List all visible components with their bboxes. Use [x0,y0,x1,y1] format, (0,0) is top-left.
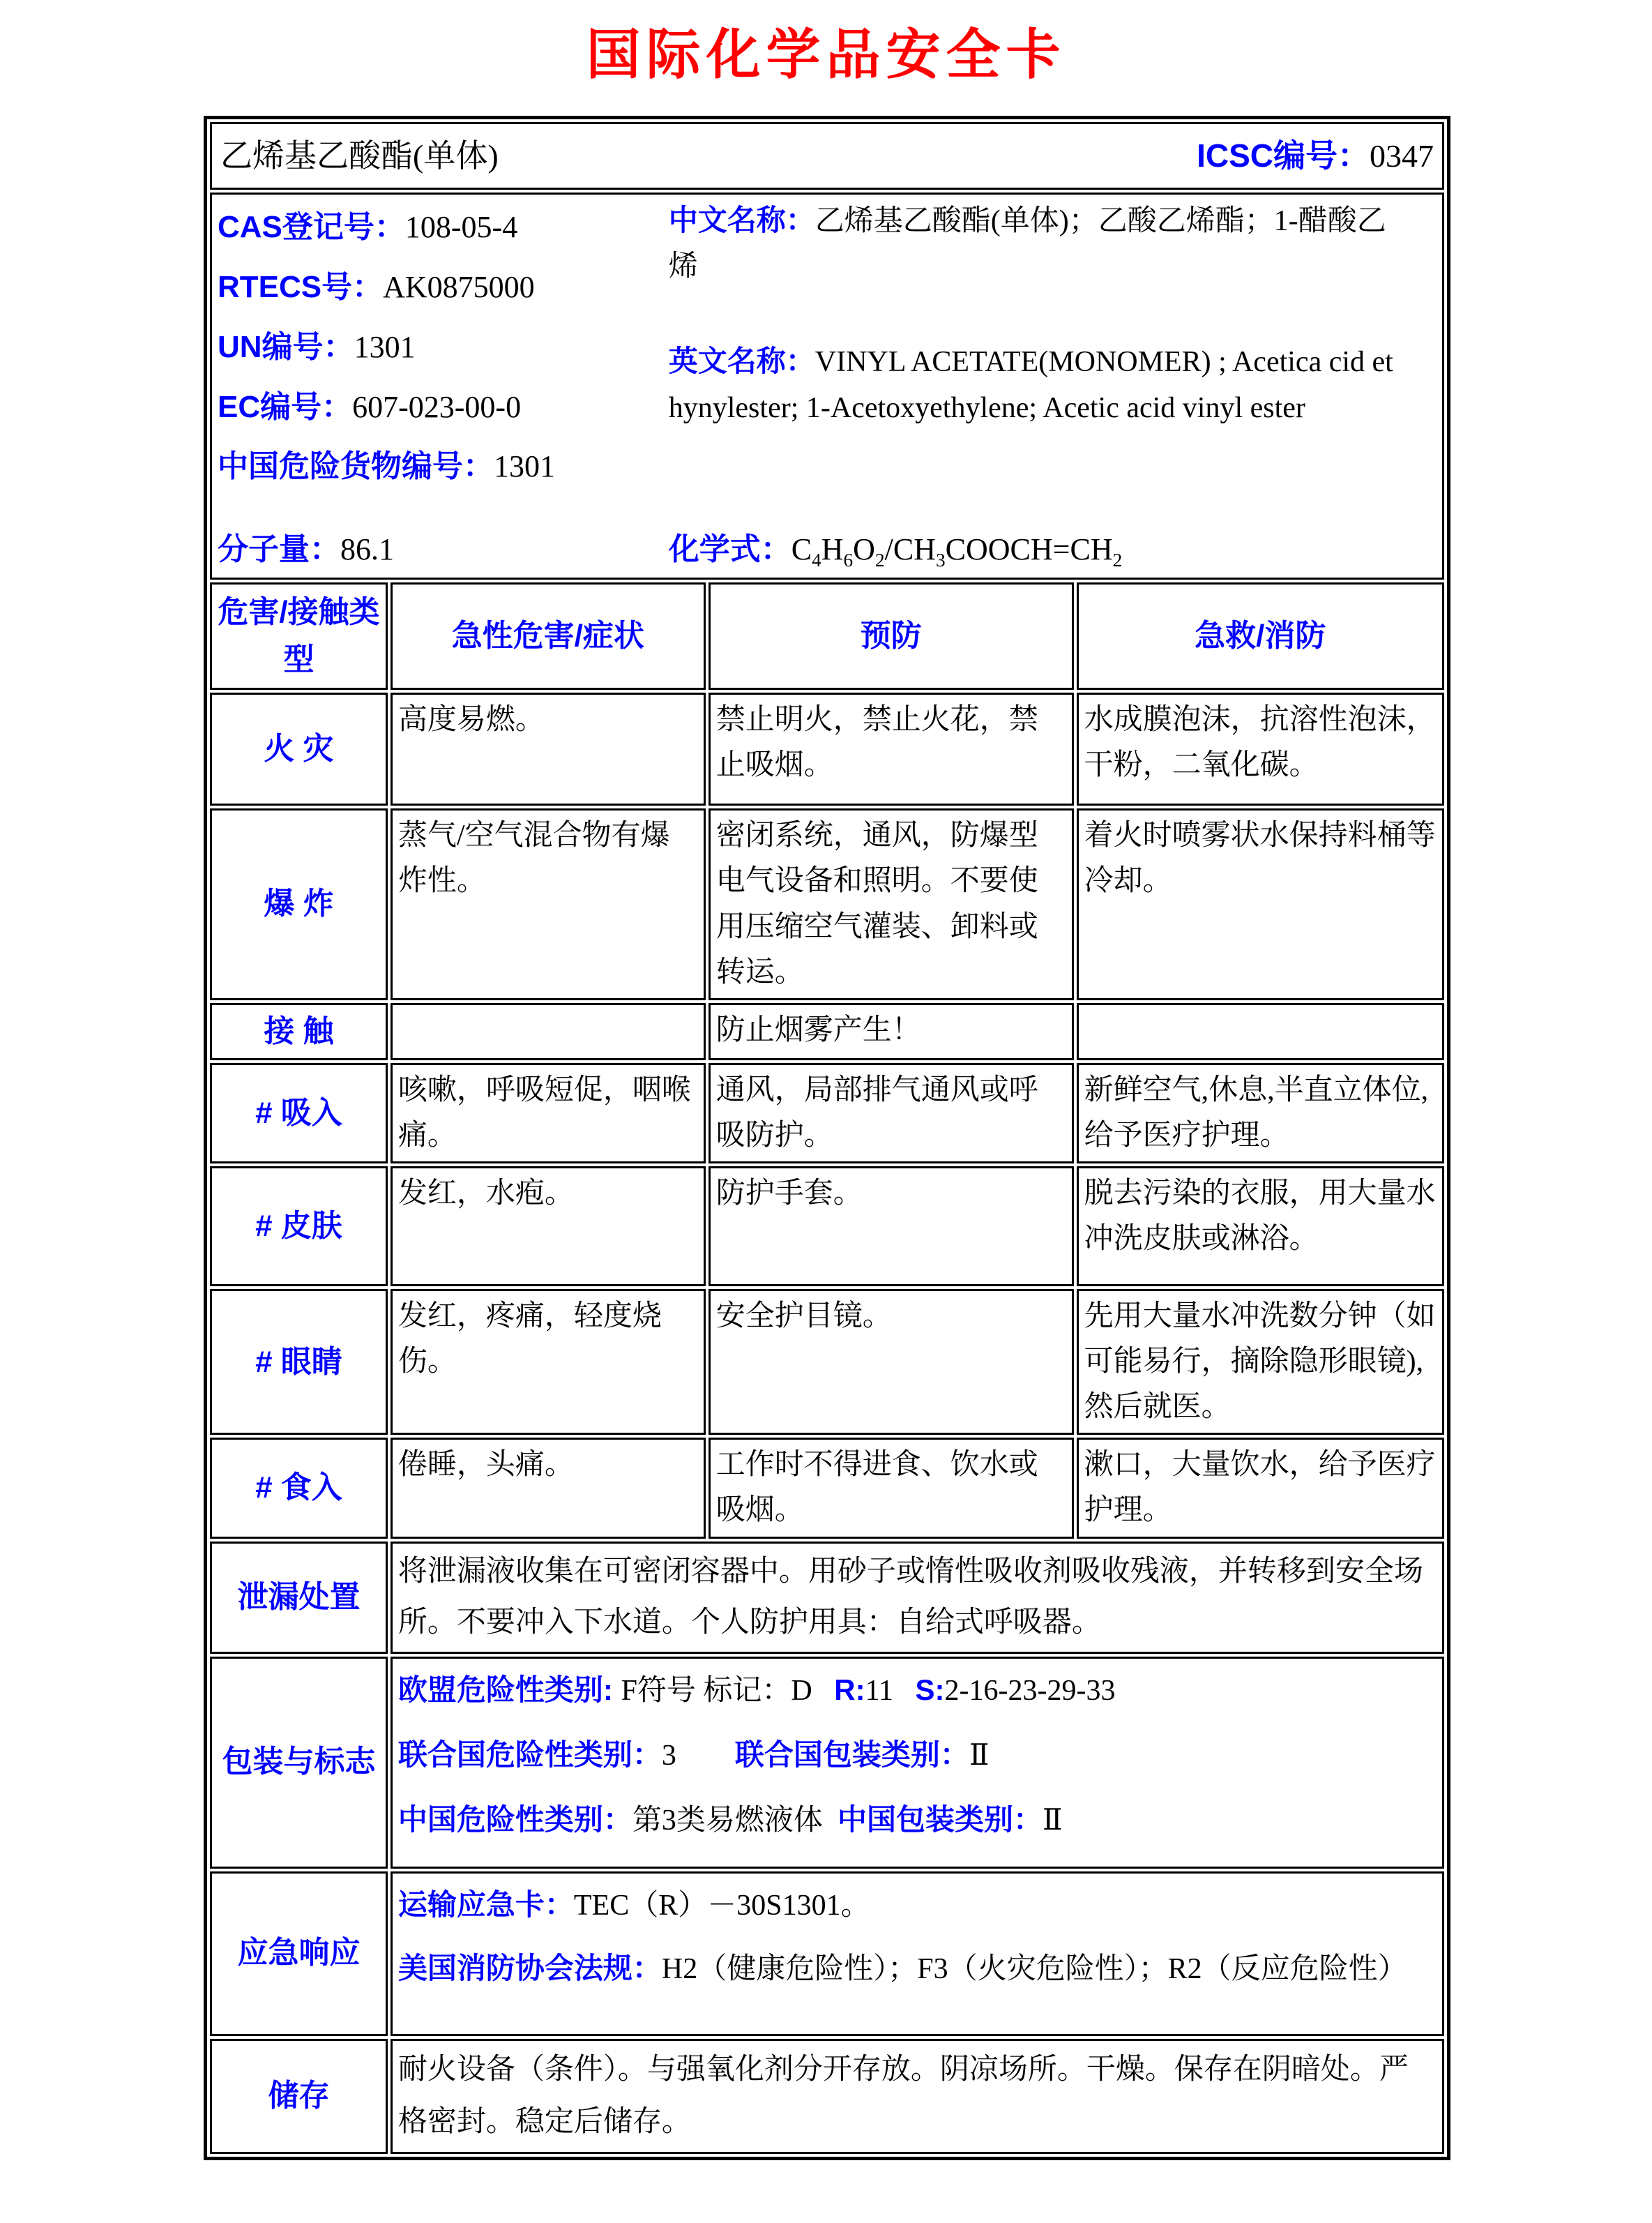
spill-row-label: 泄漏处置 [210,1542,388,1654]
hazard-row-ingestion [210,1438,1444,1538]
chemical-formula-label: 化学式： [668,532,791,567]
substance-name-bar [218,127,1437,185]
text-segment: Ⅱ [1042,1804,1063,1837]
inhalation-response-cell: 新鲜空气,休息,半直立体位,给予医疗护理。 [1077,1063,1444,1163]
packaging-row-label: 包装与标志 [210,1657,388,1869]
substance-name: 乙烯基乙酸酯(单体) [220,138,499,174]
identifier-line [218,257,669,317]
identifier-value: 1301 [494,449,555,484]
text-segment: 2-16-23-29-33 [944,1674,1116,1707]
ingestion-prevention-cell: 工作时不得进食、饮水或吸烟。 [708,1438,1074,1538]
eyes-response-cell: 先用大量水冲洗数分钟（如可能易行，摘除隐形眼镜),然后就医。 [1077,1289,1444,1435]
hazard-row-explosion [210,808,1444,1000]
emergency-text-cell [391,1871,1444,2036]
spill-text-cell [391,1542,1444,1654]
text-segment: 联合国危险性类别： [397,1738,662,1771]
english-name-label: 英文名称： [668,345,815,378]
explosion-row-label: 爆 炸 [210,808,388,1000]
identifier-line [218,197,669,257]
chinese-name-label: 中文名称： [668,204,815,237]
transport-emergency-card-line [398,1882,1437,1929]
identifier-value: 607-023-00-0 [352,389,522,424]
header-cell-type: 危害/接触类型 [210,582,388,690]
chemical-formula-line [669,526,1437,575]
header-cell-symptoms: 急性危害/症状 [391,582,706,690]
identifier-label: RTECS号： [218,270,384,305]
un-classification-line [398,1732,1437,1779]
nfpa-code-line [398,1945,1437,1992]
text-segment: 11 [865,1674,916,1707]
inhalation-symptoms-cell: 咳嗽，呼吸短促，咽喉痛。 [391,1063,706,1163]
text-segment: S: [915,1673,945,1706]
text-segment: F符号 标记：D [621,1674,835,1707]
identifier-line [218,377,669,437]
english-name-value: VINYL ACETATE(MONOMER) ; Acetica cid ethynylester; 1-Acetoxyethylene; Acetic acid vinyl ester [668,346,1393,424]
fire-prevention-cell: 禁止明火，禁止火花，禁止吸烟。 [708,693,1074,806]
inhalation-row-label: # 吸入 [210,1063,388,1163]
inhalation-prevention-cell: 通风，局部排气通风或呼吸防护。 [708,1063,1074,1163]
text-segment: 欧盟危险性类别: [397,1673,621,1706]
molecular-weight-line [218,526,669,575]
storage-row [210,2039,1444,2154]
text-segment: R: [834,1673,865,1706]
fire-row-label: 火 灾 [210,693,388,806]
chinese-name-line [669,197,1398,289]
spill-row [210,1542,1444,1654]
identifiers-block [218,197,669,497]
identity-columns [218,197,1437,497]
substance-header-row [210,122,1444,190]
fire-response-cell: 水成膜泡沫，抗溶性泡沫，干粉，二氧化碳。 [1077,693,1444,806]
identifier-value: AK0875000 [383,270,535,305]
molecular-weight-label: 分子量： [218,532,340,567]
text-segment: 第3类易燃液体 [632,1804,838,1837]
skin-symptoms-cell: 发红，水疱。 [391,1166,706,1286]
identifier-value: 1301 [354,329,416,364]
chemical-formula-value: $C_4H_6O_2/CH_3COOCH=CH_2$ [791,532,1123,571]
hazard-row-inhalation [210,1063,1444,1163]
eyes-row-label: # 眼睛 [210,1289,388,1435]
hazard-table-header-row [210,582,1444,690]
storage-text-cell [391,2039,1444,2154]
contact-response-cell [1077,1003,1444,1060]
skin-prevention-cell: 防护手套。 [708,1166,1074,1286]
spill-text: 将泄漏液收集在可密闭容器中。用砂子或惰性吸收剂吸收残液，并转移到安全场所。不要冲入下水道。个人防护用具：自给式呼吸器。 [397,1555,1423,1639]
ingestion-symptoms-cell: 倦睡，头痛。 [391,1438,706,1538]
explosion-response-cell: 着火时喷雾状水保持料桶等冷却。 [1077,808,1444,1000]
eyes-symptoms-cell: 发红，疼痛，轻度烧伤。 [391,1289,706,1435]
contact-row-label: 接 触 [210,1003,388,1060]
icsc-number-label: ICSC编号： [1197,137,1370,174]
text-segment: Ⅱ [969,1739,990,1772]
emergency-row-label: 应急响应 [210,1871,388,2036]
explosion-prevention-cell: 密闭系统，通风，防爆型电气设备和照明。不要使用压缩空气灌装、卸料或转运。 [708,808,1074,1000]
ingestion-response-cell: 漱口，大量饮水，给予医疗护理。 [1077,1438,1444,1538]
text-segment: 3 [661,1739,735,1772]
identifier-label: EC编号： [218,389,353,424]
contact-symptoms-cell [391,1003,706,1060]
text-segment: H2（健康危险性）；F3（火灾危险性）；R2（反应危险性） [661,1952,1407,1985]
icsc-number [1197,131,1434,181]
eu-classification-line [398,1667,1437,1714]
packaging-row [210,1657,1444,1869]
fire-symptoms-cell: 高度易燃。 [391,693,706,806]
skin-response-cell: 脱去污染的衣服，用大量水冲洗皮肤或淋浴。 [1077,1166,1444,1286]
identifier-line [218,437,669,497]
identifier-value: 108-05-4 [404,210,518,245]
china-classification-line [398,1797,1437,1844]
emergency-row [210,1871,1444,2036]
storage-text: 耐火设备（条件）。与强氧化剂分开存放。阴凉场所。干燥。保存在阴暗处。严格密封。稳定后储存。 [397,2053,1409,2139]
icsc-number-value: 0347 [1370,138,1434,174]
storage-row-label: 储存 [210,2039,388,2154]
explosion-symptoms-cell: 蒸气/空气混合物有爆炸性。 [391,808,706,1000]
page-title: 国际化学品安全卡 [586,23,1066,86]
names-block [669,197,1437,497]
packaging-text-cell [391,1657,1444,1869]
header-cell-response: 急救/消防 [1077,582,1444,690]
text-segment: 美国消防协会法规： [397,1951,662,1984]
hazard-row-contact [210,1003,1444,1060]
english-name-line [669,338,1398,430]
hazard-row-fire [210,693,1444,806]
icsc-card-table [204,116,1450,2160]
molecular-line [218,526,1437,575]
identity-section-row [210,193,1444,580]
text-segment: 中国危险性类别： [397,1802,632,1836]
identity-section-cell [210,193,1444,580]
skin-row-label: # 皮肤 [210,1166,388,1286]
identifier-label: UN编号： [218,329,354,364]
contact-prevention-cell: 防止烟雾产生！ [708,1003,1074,1060]
text-segment: 中国包装类别： [837,1802,1043,1836]
header-cell-prevention: 预防 [708,582,1074,690]
substance-header-cell [210,122,1444,190]
eyes-prevention-cell: 安全护目镜。 [708,1289,1074,1435]
identifier-line [218,317,669,377]
chinese-name-value: 乙烯基乙酸酯(单体)；乙酸乙烯酯；1-醋酸乙烯 [668,205,1386,283]
molecular-weight-value: 86.1 [340,532,394,567]
ingestion-row-label: # 食入 [210,1438,388,1538]
text-segment: TEC（R）－30S1301。 [573,1889,870,1922]
text-segment: 运输应急卡： [397,1887,574,1921]
identifier-label: CAS登记号： [218,210,405,245]
hazard-row-skin [210,1166,1444,1286]
identifier-label: 中国危险货物编号： [218,449,494,484]
text-segment: 联合国包装类别： [734,1738,969,1771]
hazard-row-eyes [210,1289,1444,1435]
